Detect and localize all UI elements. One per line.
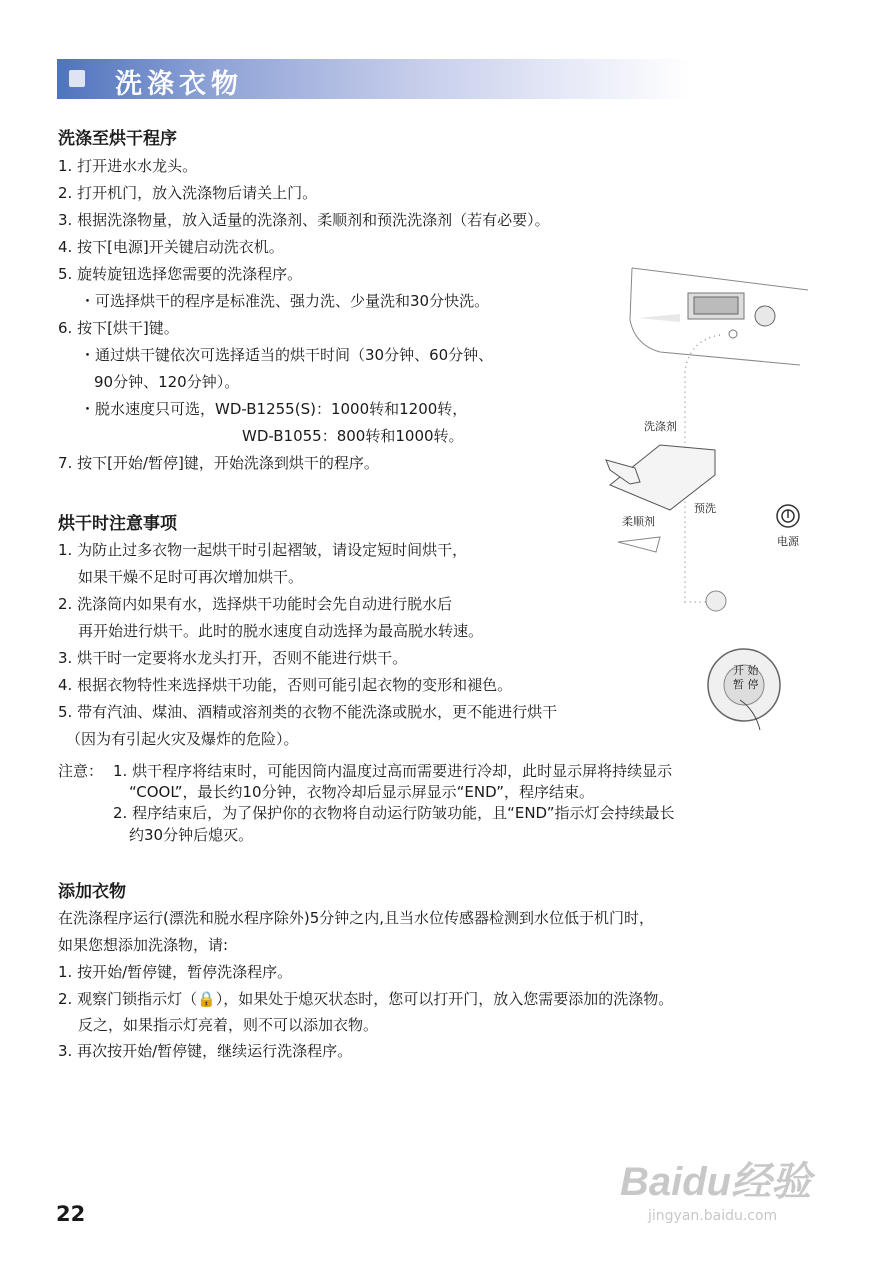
note-label: 注意： (58, 762, 104, 780)
list-item: 3. 再次按开始/暂停键，继续运行洗涤程序。 (58, 1042, 353, 1060)
list-item: 7. 按下[开始/暂停]键，开始洗涤到烘干的程序。 (58, 454, 379, 472)
note-line: 约30分钟后熄灭。 (129, 826, 254, 844)
paragraph: 在洗涤程序运行(漂洗和脱水程序除外)5分钟之内,且当水位传感器检测到水位低于机门时， (58, 909, 655, 927)
label-power: 电源 (777, 535, 799, 548)
list-item: 反之，如果指示灯亮着，则不可以添加衣物。 (78, 1016, 379, 1034)
note-line: 2. 程序结束后，为了保护你的衣物将自动运行防皱功能，且“END”指示灯会持续最长 (113, 804, 675, 822)
list-item: （因为有引起火灾及爆炸的危险）。 (66, 730, 299, 748)
list-item: 1. 为防止过多衣物一起烘干时引起褶皱，请设定短时间烘干， (58, 541, 468, 559)
watermark-url: jingyan.baidu.com (648, 1208, 778, 1224)
list-item: ・通过烘干键依次可选择适当的烘干时间（30分钟、60分钟、 (80, 346, 494, 364)
baidu-watermark (620, 1150, 812, 1224)
section-banner (57, 59, 692, 99)
label-softener: 柔顺剂 (622, 515, 655, 528)
list-item: 2. 观察门锁指示灯（🔒），如果处于熄灭状态时，您可以打开门，放入您需要添加的洗涤物。 (58, 990, 674, 1008)
list-item: ・脱水速度只可选，WD-B1255(S)：1000转和1200转， (80, 400, 468, 418)
list-item: 2. 洗涤筒内如果有水，选择烘干功能时会先自动进行脱水后 (58, 595, 453, 613)
list-item: 5. 旋转旋钮选择您需要的洗涤程序。 (58, 265, 303, 283)
list-item: 再开始进行烘干。此时的脱水速度自动选择为最高脱水转速。 (78, 622, 484, 640)
page-title: 洗涤衣物 (115, 69, 243, 100)
heading-wash-to-dry: 洗涤至烘干程序 (58, 129, 177, 149)
note-line: “COOL”，最长约10分钟，衣物冷却后显示屏显示“END”，程序结束。 (129, 783, 594, 801)
heading-drying-notes: 烘干时注意事项 (58, 514, 177, 534)
page-number: 22 (56, 1202, 86, 1226)
list-item: 3. 烘干时一定要将水龙头打开，否则不能进行烘干。 (58, 649, 408, 667)
watermark-logo: Baidu经验 (620, 1160, 812, 1204)
label-pause: 暂 停 (733, 678, 759, 691)
list-item: 5. 带有汽油、煤油、酒精或溶剂类的衣物不能洗涤或脱水，更不能进行烘干 (58, 703, 558, 721)
list-item: 1. 打开进水水龙头。 (58, 157, 198, 175)
list-item: 1. 按开始/暂停键，暂停洗涤程序。 (58, 963, 293, 981)
list-item: 90分钟、120分钟）。 (94, 373, 240, 391)
list-item: 6. 按下[烘干]键。 (58, 319, 179, 337)
heading-add-clothes: 添加衣物 (58, 882, 126, 902)
list-item: 2. 打开机门，放入洗涤物后请关上门。 (58, 184, 318, 202)
note-line: 1. 烘干程序将结束时，可能因筒内温度过高而需要进行冷却，此时显示屏将持续显示 (113, 762, 673, 780)
list-item: 如果干燥不足时可再次增加烘干。 (78, 568, 304, 586)
program-knob-icon (755, 306, 775, 326)
square-icon (69, 70, 85, 87)
list-item: 4. 根据衣物特性来选择烘干功能，否则可能引起衣物的变形和褪色。 (58, 676, 513, 694)
list-item: ・可选择烘干的程序是标准洗、强力洗、少量洗和30分快洗。 (80, 292, 490, 310)
list-item: WD-B1055：800转和1000转。 (242, 427, 464, 445)
paragraph: 如果您想添加洗涤物，请: (58, 936, 229, 954)
label-start: 开 始 (733, 664, 759, 677)
list-item: 4. 按下[电源]开关键启动洗衣机。 (58, 238, 284, 256)
label-prewash: 预洗 (694, 502, 716, 515)
label-detergent: 洗涤剂 (644, 420, 677, 433)
list-item: 3. 根据洗涤物量，放入适量的洗涤剂、柔顺剂和预洗洗涤剂（若有必要）。 (58, 211, 550, 229)
